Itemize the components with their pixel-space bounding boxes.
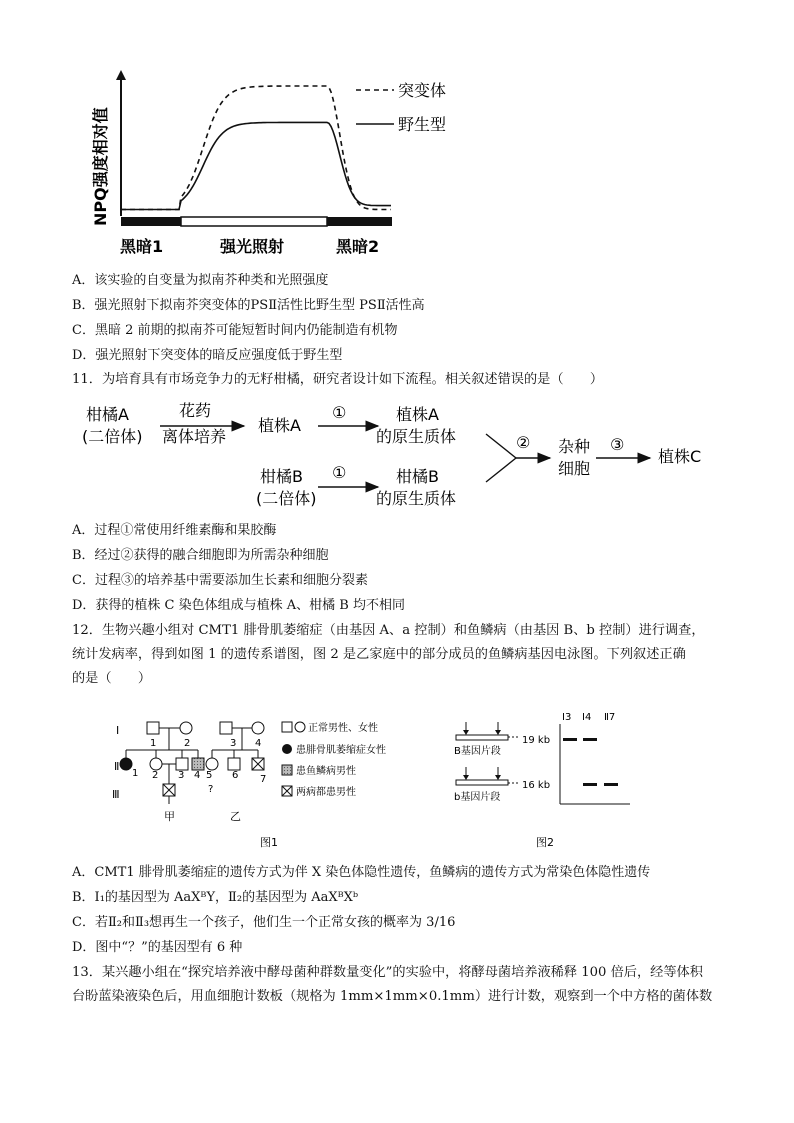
merge-line-top xyxy=(486,434,516,458)
q11-option-c: C．过程③的培养基中需要添加生长素和细胞分裂素 xyxy=(72,573,368,588)
band-I4-16kb xyxy=(583,783,597,786)
gen-label-1: Ⅰ xyxy=(116,724,120,737)
culture-label: 离体培养 xyxy=(162,427,227,446)
gen-label-2: Ⅱ xyxy=(114,760,120,773)
q12-stem-3: 的是（ ） xyxy=(72,671,152,686)
phase-label-dark1: 黑暗1 xyxy=(120,237,164,256)
legend-normal-male xyxy=(282,722,292,732)
y-axis-label: NPQ强度相对值 xyxy=(91,107,110,226)
q11-option-a: A．过程①常使用纤维素酶和果胶酶 xyxy=(72,523,277,538)
num-I1: 1 xyxy=(150,738,157,749)
figure2-caption: 图2 xyxy=(536,836,554,849)
unknown-marker: ? xyxy=(208,784,214,795)
num-II3: 3 xyxy=(178,770,185,781)
y-axis-arrow xyxy=(116,70,126,80)
q12-option-a: A．CMT1 腓骨肌萎缩症的遗传方式为伴 X 染色体隐性遗传，鱼鳞病的遗传方式为常染色体隐性遗传 xyxy=(72,865,651,880)
q12-option-c: C．若Ⅱ₂和Ⅱ₃想再生一个孩子，他们生一个正常女孩的概率为 3/16 xyxy=(72,915,456,930)
num-II6: 6 xyxy=(232,770,239,781)
plant-a: 植株A xyxy=(258,416,301,435)
proto-b-line1: 柑橘B xyxy=(396,467,439,486)
B-fragment xyxy=(456,735,508,740)
q13-line-2: 台盼蓝染液染色后，用血细胞计数板（规格为 1mm×1mm×0.1mm）进行计数，观察到一个中方格的菌体数 xyxy=(72,989,713,1004)
merge-line-bottom xyxy=(486,458,516,482)
proto-a-line2: 的原生质体 xyxy=(376,427,457,446)
hybrid-line2: 细胞 xyxy=(558,459,591,478)
q13-line-1: 13．某兴趣小组在“探究培养液中酵母菌种群数量变化”的实验中，将酵母菌培养液稀释 100 倍后，经等体积 xyxy=(72,965,703,980)
step2-label: ② xyxy=(516,433,531,452)
num-II2: 2 xyxy=(152,770,159,781)
II2-female xyxy=(150,758,162,770)
lane-label-I3: Ⅰ3 xyxy=(562,712,572,723)
q11-option-b: B．经过②获得的融合细胞即为所需杂种细胞 xyxy=(72,548,329,563)
npq-chart xyxy=(88,66,468,266)
step3-label: ③ xyxy=(610,435,625,454)
diploid-a: (二倍体) xyxy=(82,427,143,446)
wild-curve xyxy=(121,122,391,209)
pedigree-figure xyxy=(112,712,422,852)
dark2-bar xyxy=(327,217,392,226)
step1-top: ① xyxy=(332,403,347,422)
dark1-bar xyxy=(121,217,181,226)
num-I3: 3 xyxy=(230,738,237,749)
family-yi: 乙 xyxy=(230,810,241,823)
diploid-b: (二倍体) xyxy=(256,489,317,508)
II6-male xyxy=(228,758,240,770)
electrophoresis-figure xyxy=(450,708,640,853)
I4-female xyxy=(252,722,264,734)
num-I4: 4 xyxy=(255,738,262,749)
legend-normal-female xyxy=(295,722,305,732)
phase-label-light: 强光照射 xyxy=(220,237,285,256)
citrus-b: 柑橘B xyxy=(260,467,303,486)
q12-stem-1: 12．生物兴趣小组对 CMT1 腓骨肌萎缩症（由基因 A、a 控制）和鱼鳞病（由基因 B、b 控制）进行调查， xyxy=(72,623,705,638)
legend-cmt-label: 患腓骨肌萎缩症女性 xyxy=(296,745,386,756)
II3-male xyxy=(176,758,188,770)
legend-fish-label: 患鱼鳞病男性 xyxy=(296,766,356,777)
I3-male xyxy=(220,722,232,734)
b-fragment-label: b基因片段 xyxy=(454,792,501,803)
legend-wild-label: 野生型 xyxy=(398,115,447,134)
legend-fish-male xyxy=(282,765,292,775)
num-II7: 7 xyxy=(260,774,267,785)
num-II1: 1 xyxy=(132,768,139,779)
family-jia: 甲 xyxy=(164,810,175,823)
I1-male xyxy=(147,722,159,734)
hybrid-line1: 杂种 xyxy=(558,437,591,456)
num-II5: 5 xyxy=(206,770,213,781)
q11-stem: 11．为培育具有市场竞争力的无籽柑橘，研究者设计如下流程。相关叙述错误的是（ ） xyxy=(72,372,604,387)
num-I2: 2 xyxy=(184,738,191,749)
q12-option-d: D．图中“？”的基因型有 6 种 xyxy=(72,940,243,955)
II1-affected-female xyxy=(120,758,132,770)
II4-fish-male xyxy=(192,758,204,770)
q10-option-c: C．黑暗 2 前期的拟南芥可能短暂时间内仍能制造有机物 xyxy=(72,323,398,338)
step1-bottom: ① xyxy=(332,463,347,482)
num-II4: 4 xyxy=(194,770,201,781)
size-16kb: 16 kb xyxy=(522,780,551,791)
gen-label-3: Ⅲ xyxy=(112,788,120,801)
figure1-caption: 图1 xyxy=(260,836,278,849)
lane-label-I4: Ⅰ4 xyxy=(582,712,592,723)
legend-normal-label: 正常男性、女性 xyxy=(308,723,378,734)
I2-female xyxy=(180,722,192,734)
lane-label-II7: Ⅱ7 xyxy=(604,712,616,723)
band-I3-19kb xyxy=(563,738,577,741)
b-fragment xyxy=(456,780,508,785)
q12-stem-2: 统计发病率，得到如图 1 的遗传系谱图，图 2 是乙家庭中的部分成员的鱼鳞病基因电泳图。下列叙述正确 xyxy=(72,647,686,662)
q11-option-d: D．获得的植株 C 染色体组成与植株 A、柑橘 B 均不相同 xyxy=(72,598,405,613)
q10-option-b: B．强光照射下拟南芥突变体的PSⅡ活性比野生型 PSⅡ活性高 xyxy=(72,298,425,313)
II5-female xyxy=(206,758,218,770)
q10-option-d: D．强光照射下突变体的暗反应强度低于野生型 xyxy=(72,348,343,363)
legend-cmt-female xyxy=(282,744,292,754)
plant-c: 植株C xyxy=(658,447,702,466)
legend-both-label: 两病都患男性 xyxy=(296,787,356,798)
band-I4-19kb xyxy=(583,738,597,741)
legend-mutant-label: 突变体 xyxy=(398,81,447,100)
phase-label-dark2: 黑暗2 xyxy=(336,237,380,256)
band-II7-16kb xyxy=(604,783,618,786)
anther-label: 花药 xyxy=(179,401,212,420)
size-19kb: 19 kb xyxy=(522,735,551,746)
q11-flow-diagram xyxy=(80,398,730,510)
q12-option-b: B．Ⅰ₁的基因型为 AaXᴮY，Ⅱ₂的基因型为 AaXᴮXᵇ xyxy=(72,890,359,905)
citrus-a: 柑橘A xyxy=(86,405,129,424)
proto-b-line2: 的原生质体 xyxy=(376,489,457,508)
B-fragment-label: B基因片段 xyxy=(454,746,501,757)
q10-option-a: A．该实验的自变量为拟南芥种类和光照强度 xyxy=(72,273,329,288)
proto-a-line1: 植株A xyxy=(396,405,439,424)
light-bar xyxy=(181,217,327,226)
